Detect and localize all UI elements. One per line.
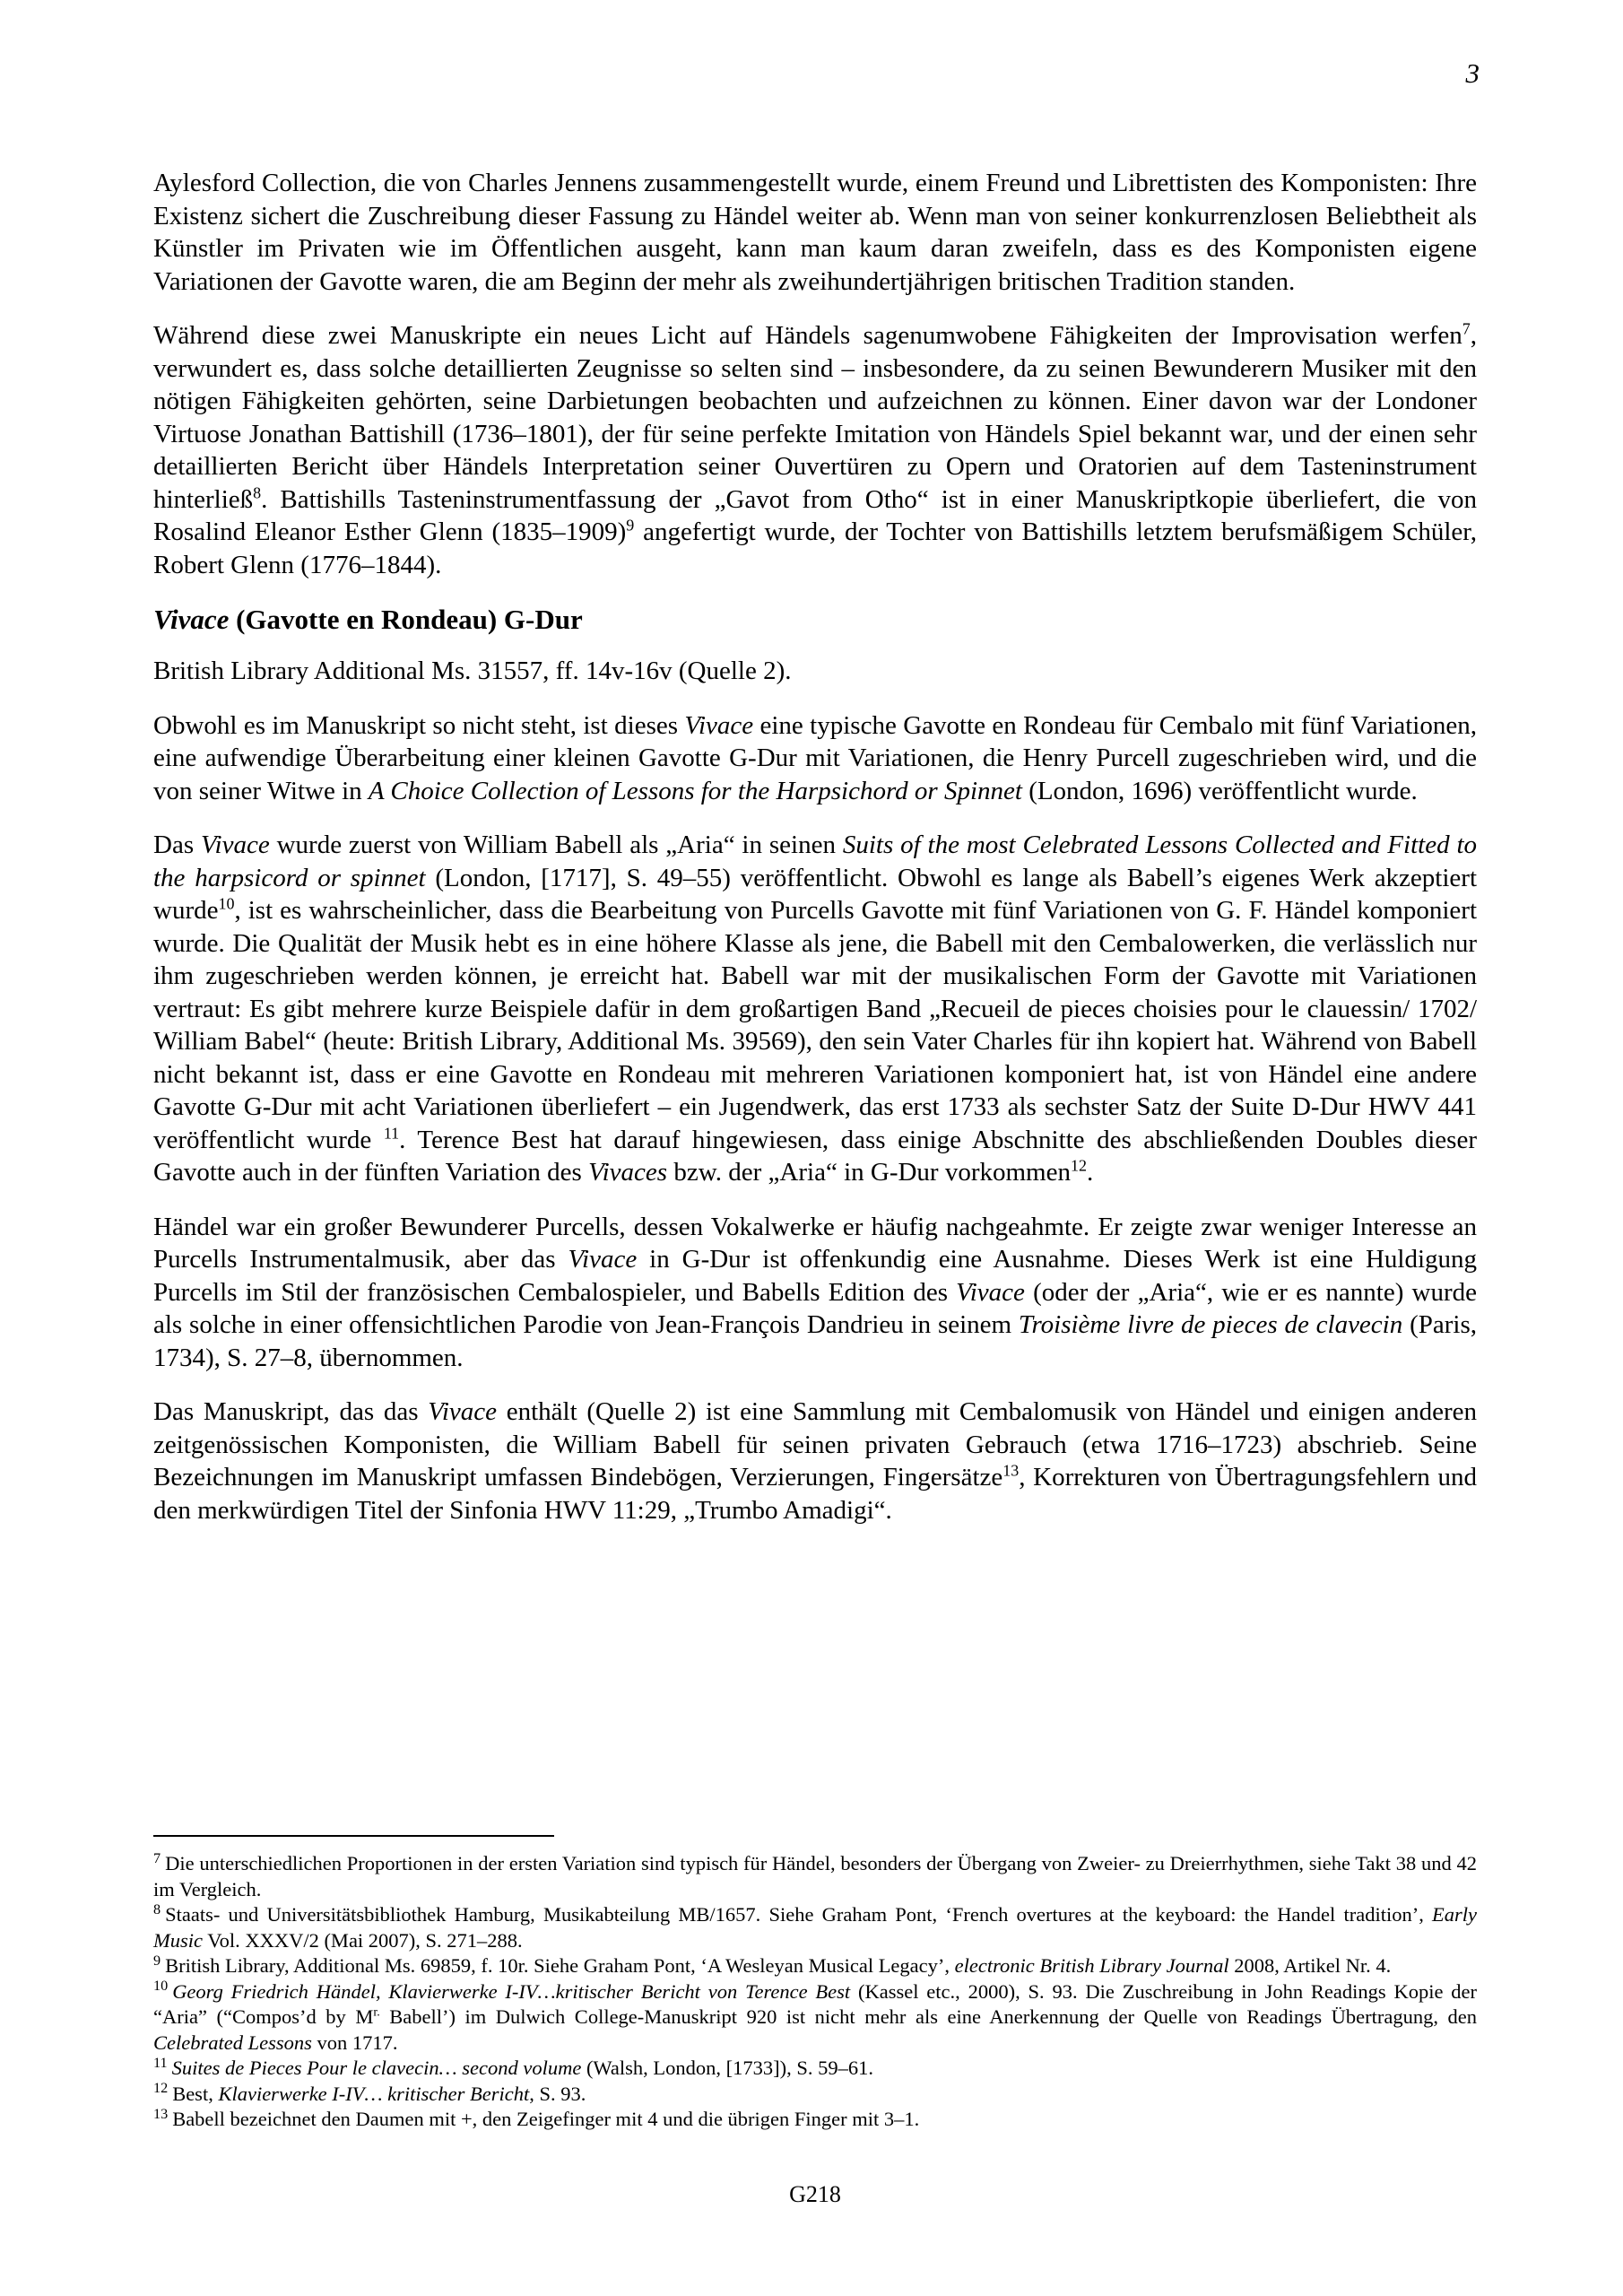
text-segment: , S. 93.	[529, 2082, 586, 2105]
paragraph	[153, 1396, 1477, 1526]
text-segment: A Choice Collection of Lessons for the Harpsichord or Spinnet	[368, 776, 1022, 805]
paragraph	[153, 709, 1477, 808]
footnote-marker: 13	[153, 2105, 169, 2122]
text-segment: Aylesford Collection, die von Charles Jennens zusammengestellt wurde, einem Freund und Librettisten des Komponisten: Ihre Existenz sichert die Zuschreibung dieser Fassung zu Händel weiter ab. Wenn man von seiner konkurrenzlosen Beliebtheit als Künstler im Privaten wie im Öffentlichen ausgeht, kann man kaum daran zweifeln, dass es des Komponisten eigene Variationen der Gavotte waren, die am Beginn der mehr als zweihundertjährigen britischen Tradition standen.	[153, 169, 1477, 296]
text-segment: (Kassel etc., 2000), S. 93. Die Zuschreibung in John Readings Kopie der “Aria” (“Compos’d by M	[153, 1979, 1478, 2028]
text-segment: enthält (Quelle 2) ist eine Sammlung mit Cembalomusik von Händel und einigen anderen zeitgenössischen Komponisten, die William Babell für seinen privaten Gebrauch (etwa 1716–1723) abschrieb. Seine Bezeichnungen im Manuskript umfassen Bindebögen, Verzierungen, Fingersätze	[153, 1397, 1477, 1492]
text-segment: British Library Additional Ms. 31557, ff. 14v-16v (Quelle 2).	[153, 657, 792, 685]
text-segment: Suits of the most Celebrated Lessons Collected and Fitted to the harpsicord or spinnet	[153, 831, 1477, 892]
text-segment: electronic British Library Journal	[954, 1954, 1229, 1977]
footnote-ref: 8	[253, 483, 262, 501]
text-segment: Troisième livre de pieces de clavecin	[1018, 1310, 1403, 1339]
text-segment: (Paris, 1734), S. 27–8, übernommen.	[153, 1310, 1477, 1372]
text-segment: Vivace	[200, 831, 270, 859]
text-segment: , Korrekturen von Übertragungsfehlern und den merkwürdigen Titel der Sinfonia HWV 11:29, „Trumbo Amadigi“.	[153, 1463, 1477, 1525]
footnote-marker: 12	[153, 2080, 169, 2096]
footnote-ref: 11	[383, 1123, 400, 1142]
text-segment: (Walsh, London, [1733]), S. 59–61.	[581, 2057, 873, 2079]
footnote-ref: 12	[1070, 1156, 1087, 1175]
text-segment: Vivace	[568, 1245, 638, 1274]
text-segment: Klavierwerke I-IV… kritischer Bericht	[218, 2082, 530, 2105]
text-segment: (London, [1717], S. 49–55) veröffentlicht. Obwohl es lange als Babell’s eigenes Werk akzeptiert wurde	[153, 863, 1478, 925]
text-segment: Babell’) im Dulwich College-Manuskript 920 ist nicht mehr als eine Anerkennung der Quelle von Readings Übertragung, den	[379, 2005, 1477, 2028]
text-segment: Suites de Pieces Pour le clavecin… second volume	[171, 2057, 582, 2079]
text-segment: von 1717.	[311, 2031, 398, 2054]
source-line	[153, 655, 1477, 688]
footnote-ref: 13	[1002, 1461, 1020, 1480]
page-footer: G218	[789, 2181, 841, 2207]
text-segment: , verwundert es, dass solche detaillierten Zeugnisse so selten sind – insbesondere, da zu seinen Bewunderern Musiker mit den nötigen Fähigkeiten gehörten, seine Darbietungen beobachten und aufzeichnen zu können. Einer davon war der Londoner Virtuose Jonathan Battishill (1736–1801), der für seine perfekte Imitation von Händels Spiel bekannt war, und der einen sehr detaillierten Bericht über Händels Interpretation seiner Ouvertüren zu Opern und Oratorien auf dem Tasteninstrument hinterließ	[153, 321, 1477, 514]
document-body	[153, 167, 1477, 1548]
footnote-section	[153, 1835, 1477, 2133]
footnote	[153, 2107, 1477, 2133]
footnote	[153, 2056, 1477, 2082]
text-segment: wurde zuerst von William Babell als „Aria“ in seinen	[269, 831, 843, 859]
footnote-marker: 11	[153, 2054, 168, 2071]
text-segment: (oder der „Aria“, wie er es nannte) wurde als solche in einer offensichtlichen Parodie von Jean-François Dandrieu in seinem	[153, 1277, 1477, 1339]
text-segment: eine typische Gavotte en Rondeau für Cembalo mit fünf Variationen, eine aufwendige Überarbeitung einer kleinen Gavotte G-Dur mit Variationen, die Henry Purcell zugeschrieben wird, und die von seiner Witwe in	[153, 710, 1477, 805]
text-segment: Early Music	[153, 1903, 1477, 1952]
footnote-list	[153, 1851, 1477, 2133]
text-segment: (London, 1696) veröffentlicht wurde.	[1021, 776, 1418, 805]
text-segment: Während diese zwei Manuskripte ein neues Licht auf Händels sagenumwobene Fähigkeiten der Improvisation werfen	[153, 321, 1462, 350]
paragraph	[153, 167, 1477, 298]
text-segment: (Gavotte en Rondeau) G-Dur	[229, 604, 583, 635]
text-segment: Georg Friedrich Händel, Klavierwerke I-IV…kritischer Bericht von Terence Best	[172, 1979, 851, 2003]
text-segment: Händel war ein großer Bewunderer Purcells, dessen Vokalwerke er häufig nachgeahmte. Er zeigte zwar weniger Interesse an Purcells Instrumentalmusik, aber das	[153, 1212, 1477, 1274]
footnote-ref: 7	[1462, 319, 1471, 338]
text-segment: bzw. der „Aria“ in G-Dur vorkommen	[667, 1158, 1071, 1187]
paragraph	[153, 829, 1477, 1189]
text-segment: Vivace	[684, 710, 754, 740]
footnote	[153, 1902, 1477, 1953]
footnote-ref: r.	[373, 2005, 380, 2020]
footnote-marker: 8	[153, 1900, 161, 1918]
text-segment: Celebrated Lessons	[153, 2031, 312, 2054]
text-segment: Staats- und Universitätsbibliothek Hamburg, Musikabteilung MB/1657. Siehe Graham Pont, ‘French overtures at the keyboard: the Handel tradition’,	[165, 1903, 1432, 1926]
paragraph	[153, 1211, 1477, 1375]
text-segment: Vivace	[956, 1277, 1025, 1307]
text-segment: 2008, Artikel Nr. 4.	[1228, 1954, 1392, 1977]
text-segment: Das Manuskript, das das	[153, 1397, 429, 1426]
text-segment: British Library, Additional Ms. 69859, f. 10r. Siehe Graham Pont, ‘A Wesleyan Musical Legacy’,	[165, 1954, 955, 1977]
footnote-marker: 7	[153, 1849, 161, 1866]
text-segment: Babell bezeichnet den Daumen mit +, den Zeigefinger mit 4 und die übrigen Finger mit 3–1.	[172, 2108, 920, 2130]
text-segment: Vivace	[153, 604, 230, 635]
text-segment: Vivace	[428, 1397, 498, 1426]
page-number: 3	[1465, 57, 1480, 89]
text-segment: Die unterschiedlichen Proportionen in der ersten Variation sind typisch für Händel, besonders der Übergang von Zweier- zu Dreierrhythmen, siehe Takt 38 und 42 im Vergleich.	[153, 1852, 1477, 1900]
footnote	[153, 2082, 1477, 2108]
paragraph	[153, 319, 1477, 581]
footnote-marker: 10	[153, 1978, 169, 1994]
text-segment: Obwohl es im Manuskript so nicht steht, ist dieses	[153, 710, 685, 740]
text-segment: Vivaces	[588, 1158, 668, 1187]
footnote	[153, 1979, 1477, 2057]
text-segment: . Battishills Tasteninstrumentfassung der „Gavot from Otho“ ist in einer Manuskriptkopie überliefert, die von Rosalind Eleanor Esther Glenn (1835–1909)	[153, 484, 1477, 546]
section-heading	[153, 603, 1477, 637]
footnote	[153, 1953, 1477, 1979]
text-segment: in G-Dur ist offenkundig eine Ausnahme. Dieses Werk ist eine Huldigung Purcells im Stil der französischen Cembalospieler, und Babells Edition des	[153, 1245, 1477, 1307]
text-segment: Best,	[172, 2082, 219, 2105]
footnote	[153, 1851, 1477, 1902]
text-segment: Das	[153, 831, 201, 859]
text-segment: . Terence Best hat darauf hingewiesen, dass einige Abschnitte des abschließenden Doubles dieser Gavotte auch in der fünften Variation des	[153, 1125, 1477, 1187]
footnote-ref: 10	[218, 894, 235, 913]
text-segment: angefertigt wurde, der Tochter von Battishills letztem berufsmäßigem Schüler, Robert Glenn (1776–1844).	[153, 517, 1477, 579]
text-segment: , ist es wahrscheinlicher, dass die Bearbeitung von Purcells Gavotte mit fünf Variationen von G. F. Händel komponiert wurde. Die Qualität der Musik hebt es in eine höhere Klasse als jene, die Babell mit den Cembalowerken, die verlässlich nur ihm zugeschrieben werden können, je erreicht hat. Babell war mit der musikalischen Form der Gavotte mit Variationen vertraut: Es gibt mehrere kurze Beispiele dafür in dem großartigen Band „Recueil de pieces choisies pour le clauessin/ 1702/ William Babel“ (heute: British Library, Additional Ms. 39569), den sein Vater Charles für ihn kopiert hat. Während von Babell nicht bekannt ist, dass er eine Gavotte en Rondeau mit mehreren Variationen komponiert hat, ist von Händel eine andere Gavotte G-Dur mit acht Variationen überliefert – ein Jugendwerk, das erst 1733 als sechster Satz der Suite D-Dur HWV 441 veröffentlicht wurde	[153, 896, 1477, 1154]
footnote-ref: 9	[626, 516, 635, 535]
footnote-separator	[153, 1835, 554, 1837]
text-segment: .	[1086, 1158, 1094, 1187]
text-segment: Vol. XXXV/2 (Mai 2007), S. 271–288.	[203, 1928, 523, 1952]
footnote-marker: 9	[153, 1952, 161, 1969]
